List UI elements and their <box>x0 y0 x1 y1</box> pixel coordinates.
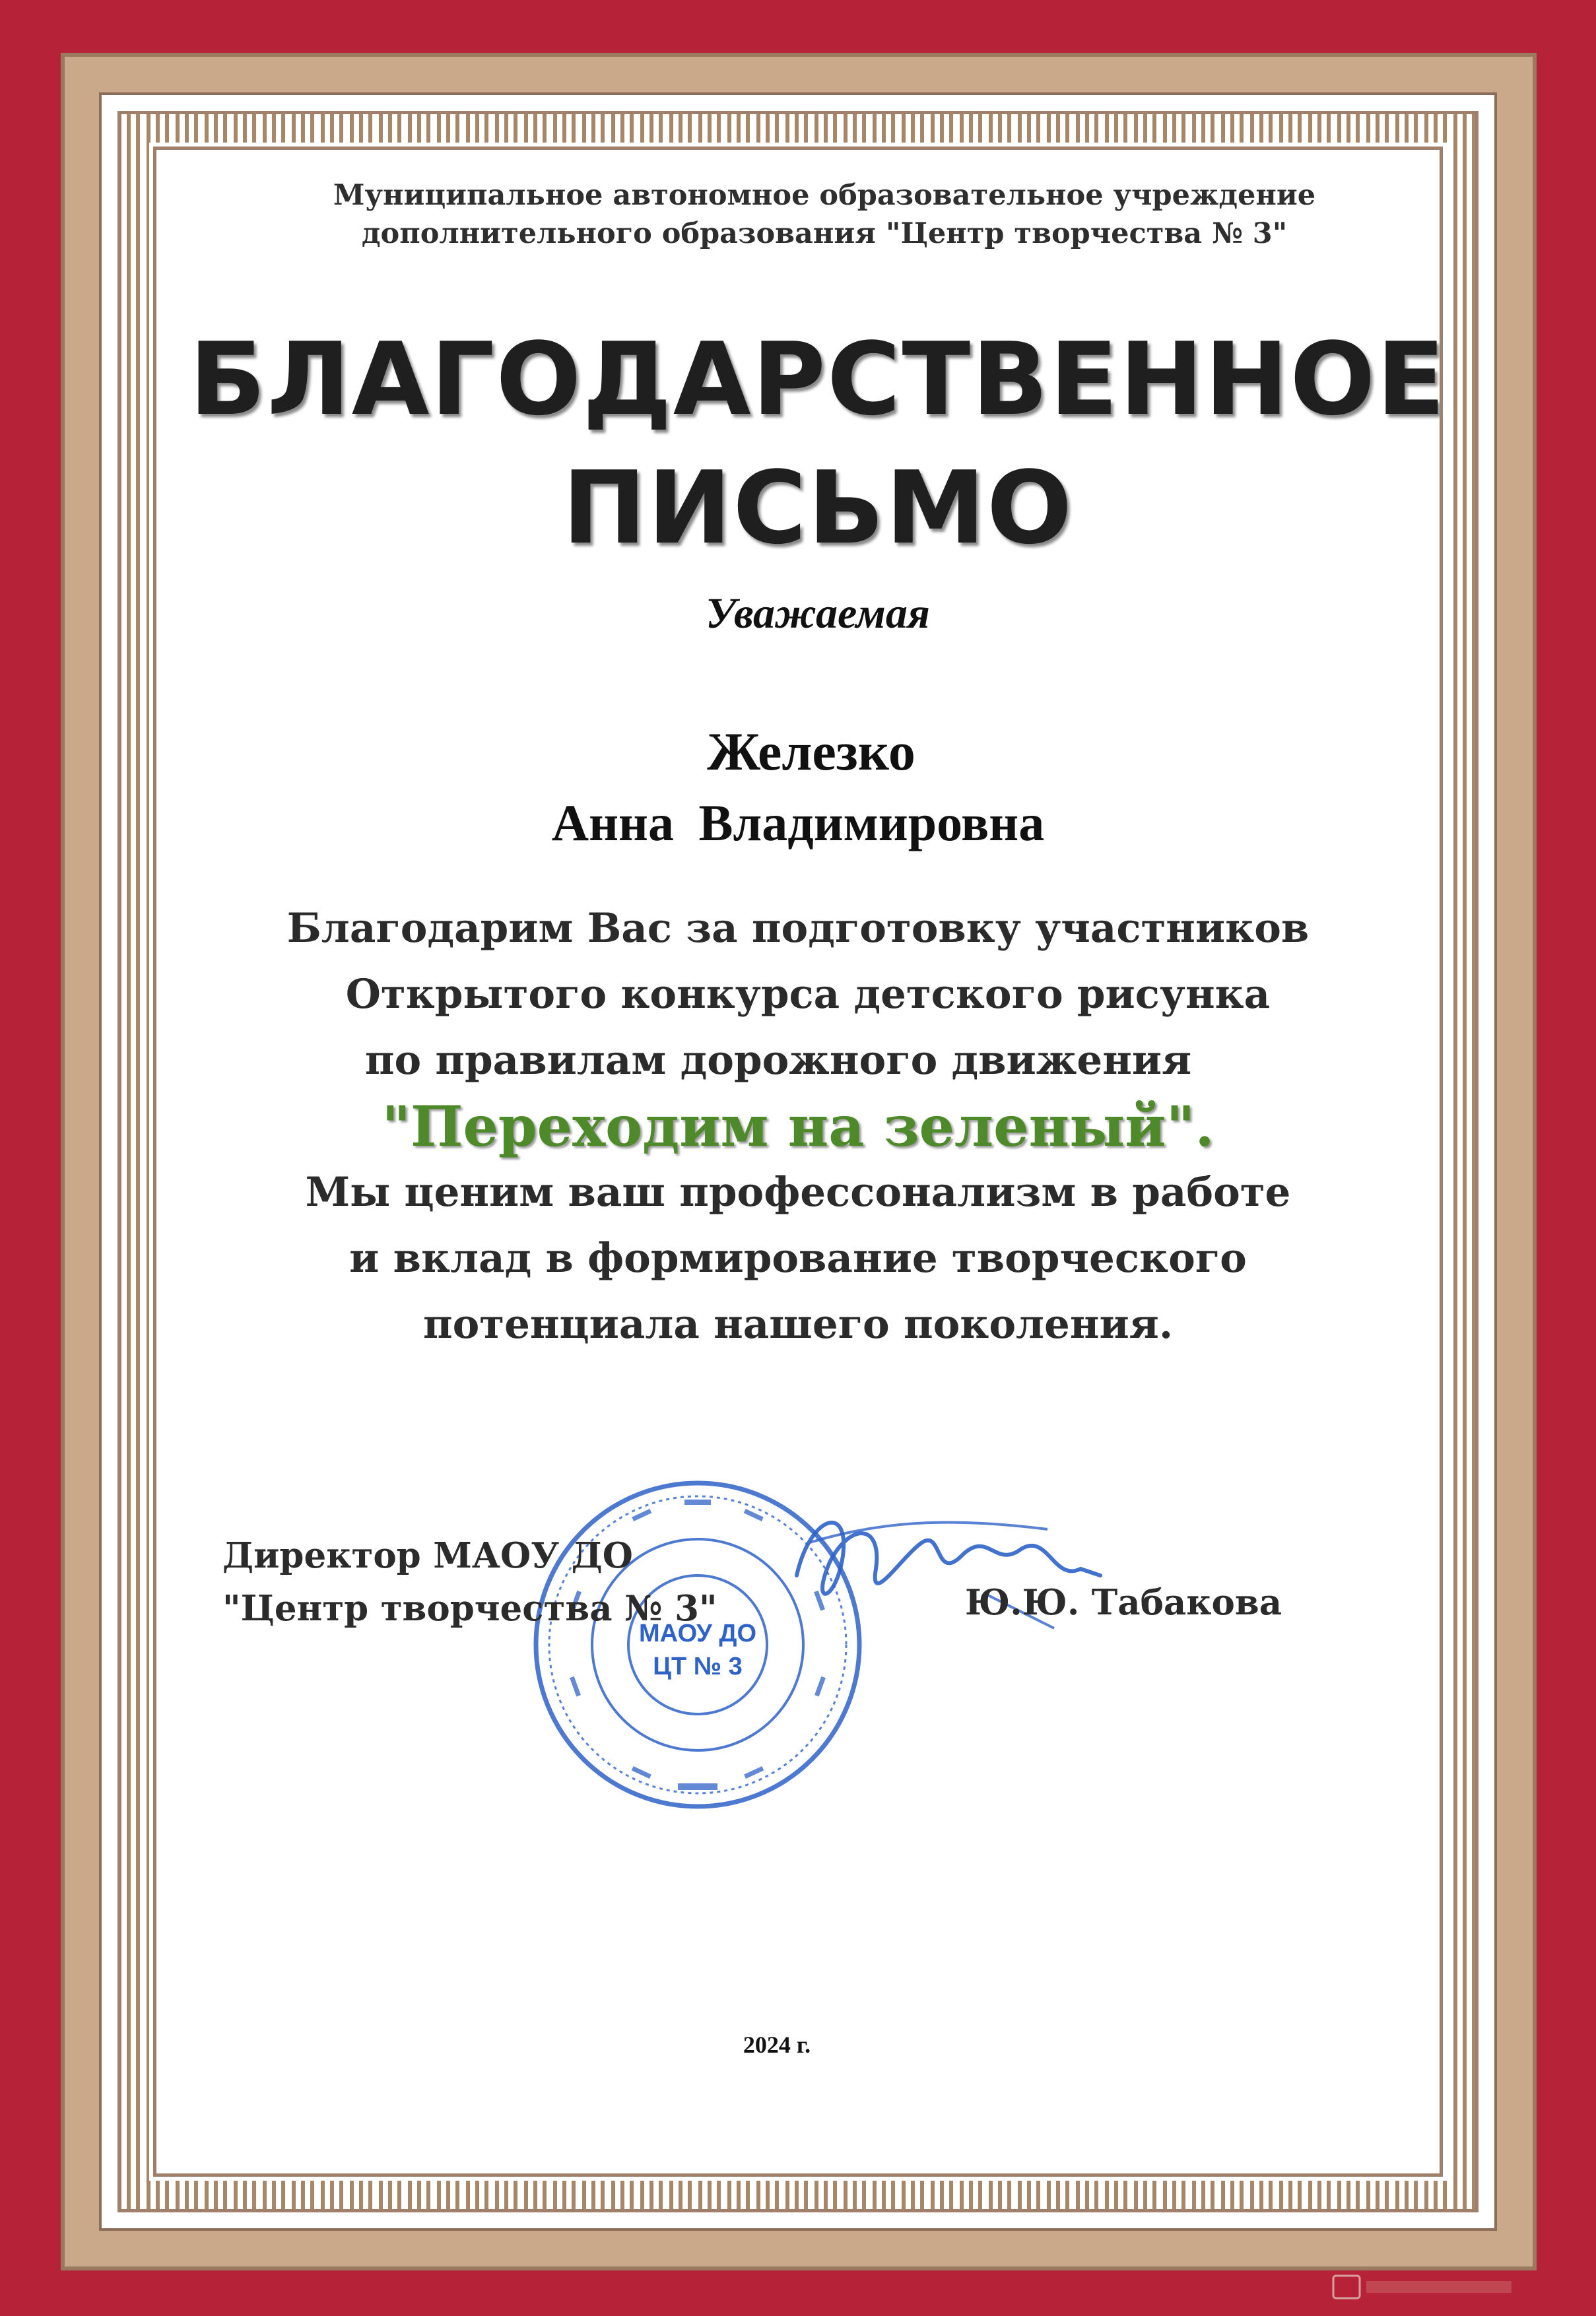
body-line-2: Открытого конкурса детского рисунка <box>345 971 1271 1018</box>
letter-body <box>156 896 1440 1358</box>
organization-line-1: Муниципальное автономное образовательное учреждение <box>333 179 1316 212</box>
contest-name: "Переходим на зеленый". <box>382 1094 1214 1159</box>
document-year: 2024 г. <box>743 2032 811 2058</box>
organization-header <box>183 176 1466 253</box>
signer-title-line-1: Директор МАОУ ДО <box>222 1535 633 1576</box>
seal-text-line-1: МАОУ ДО <box>638 1620 757 1647</box>
body-line-5: и вклад в формирование творческого <box>349 1235 1247 1282</box>
signer-title-line-2: "Центр творчества № 3" <box>222 1588 717 1629</box>
signer-name: Ю.Ю. Табакова <box>965 1582 1282 1623</box>
body-line-6: потенциала нашего поколения. <box>422 1301 1174 1348</box>
body-line-4: Мы ценим ваш профессонализм в работе <box>305 1169 1291 1216</box>
title-line-1: БЛАГОДАРСТВЕННОЕ <box>189 321 1447 438</box>
seal-text-line-2: ЦТ № 3 <box>653 1653 743 1680</box>
title-line-2: ПИСЬМО <box>562 449 1074 566</box>
greeting: Уважаемая <box>706 589 930 638</box>
recipient-name: Анна Владимировна <box>551 794 1045 851</box>
document-title <box>176 315 1459 572</box>
certificate-paper <box>156 150 1447 2173</box>
recipient-surname: Железко <box>707 721 915 781</box>
body-line-1: Благодарим Вас за подготовку участников <box>286 905 1310 952</box>
organization-line-2: дополнительного образования "Центр творчества № 3" <box>361 217 1288 250</box>
body-line-3: по правилам дорожного движения <box>364 1037 1192 1084</box>
signer-title <box>222 1529 717 1635</box>
printer-logo <box>1327 2270 1525 2303</box>
